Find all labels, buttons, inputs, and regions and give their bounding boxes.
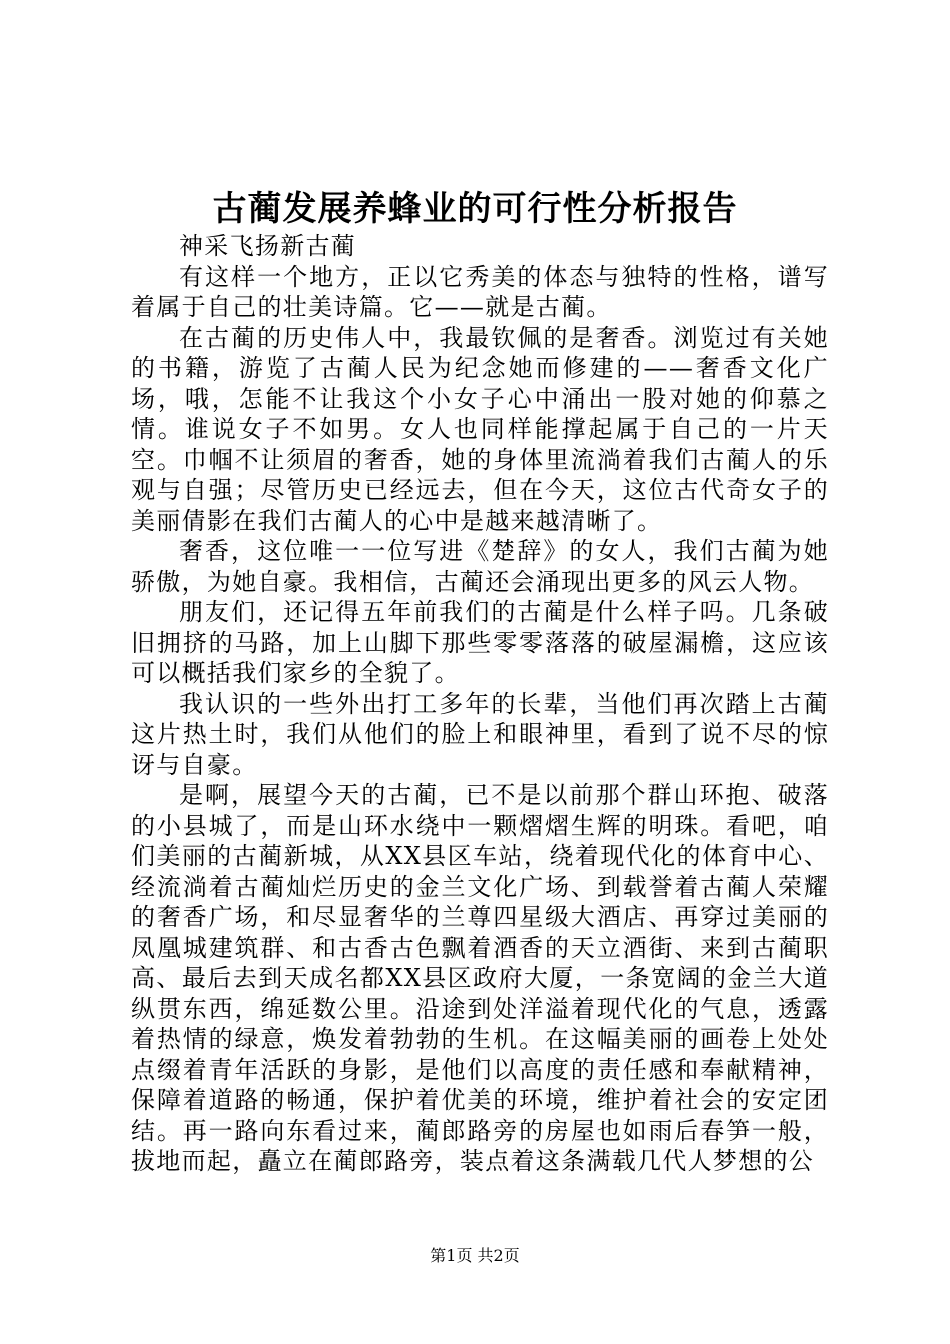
paragraph-subtitle: 神采飞扬新古蔺 bbox=[179, 232, 357, 260]
paragraph: 在古蔺的历史伟人中，我最钦佩的是奢香。浏览过有关她的书籍，游览了古蔺人民为纪念她而修建的——奢香文化广场，哦，怎能不让我这个小女子心中涌出一股对她的仰慕之情。谁说女子不如男。女人也同样能撑起属于自己的一片天空。巾帼不让须眉的奢香，她的身体里流淌着我们古蔺人的乐观与自强；尽管历史已经远去，但在今天，这位古代奇女子的美丽倩影在我们古蔺人的心中是越来越清晰了。 bbox=[131, 323, 829, 535]
paragraph: 有这样一个地方，正以它秀美的体态与独特的性格，谱写着属于自己的壮美诗篇。它——就是古蔺。 bbox=[131, 262, 829, 321]
document-title: 古蔺发展养蜂业的可行性分析报告 bbox=[212, 189, 738, 229]
document-body bbox=[131, 231, 829, 1177]
paragraph: 朋友们，还记得五年前我们的古蔺是什么样子吗。几条破旧拥挤的马路，加上山脚下那些零零落落的破屋漏檐，这应该可以概括我们家乡的全貌了。 bbox=[131, 598, 829, 687]
page-number-footer: 第1页 共2页 bbox=[430, 1246, 520, 1265]
paragraph: 我认识的一些外出打工多年的长辈，当他们再次踏上古蔺这片热土时，我们从他们的脸上和眼神里，看到了说不尽的惊讶与自豪。 bbox=[131, 689, 829, 779]
paragraph: 是啊，展望今天的古蔺，已不是以前那个群山环抱、破落的小县城了，而是山环水绕中一颗熠熠生辉的明珠。看吧，咱们美丽的古蔺新城，从XX县区车站，绕着现代化的体育中心、经流淌着古蔺灿烂历史的金兰文化广场、到载誉着古蔺人荣耀的奢香广场，和尽显奢华的兰尊四星级大酒店、再穿过美丽的凤凰城建筑群、和古香古色飘着酒香的天立酒街、来到古蔺职高、最后去到天成名都XX县区政府大厦，一条宽阔的金兰大道纵贯东西，绵延数公里。沿途到处洋溢着现代化的气息，透露着热情的绿意，焕发着勃勃的生机。在这幅美丽的画卷上处处点缀着青年活跃的身影，是他们以高度的责任感和奉献精神，保障着道路的畅通，保护着优美的环境，维护着社会的安定团结。再一路向东看过来，蔺郎路旁的房屋也如雨后春笋一般，拔地而起，矗立在蔺郎路旁，装点着这条满载几代人梦想的公 bbox=[131, 781, 829, 1175]
paragraph: 奢香，这位唯一一位写进《楚辞》的女人，我们古蔺为她骄傲，为她自豪。我相信，古蔺还会涌现出更多的风云人物。 bbox=[131, 537, 829, 596]
